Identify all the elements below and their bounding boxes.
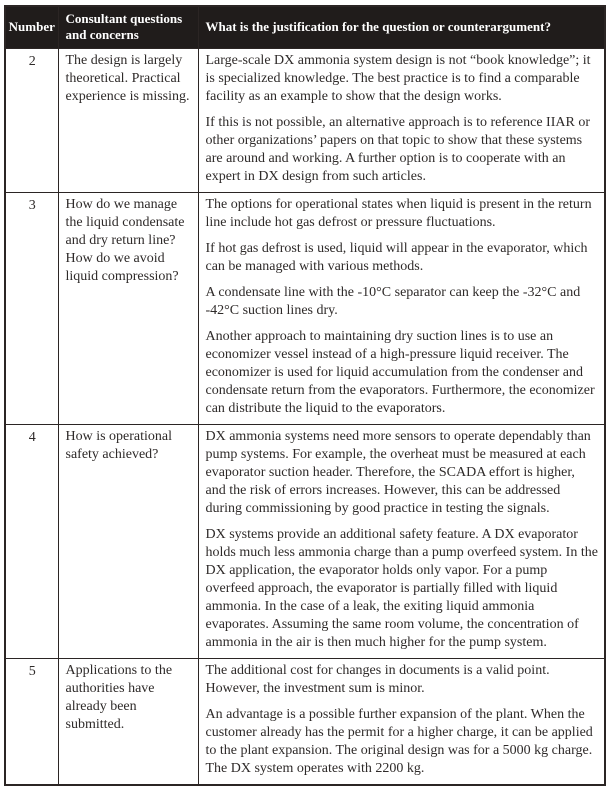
question-cell xyxy=(58,425,198,659)
justification-paragraph: Large-scale DX ammonia system design is not “book knowledge”; it is specialized knowledge. The best practice is to find a comparable facility as an example to show that the design works. xyxy=(205,53,591,104)
justification-paragraph: The options for operational states when liquid is present in the return line include hot gas defrost or pressure fluctuations. xyxy=(205,197,592,230)
justification-cell xyxy=(198,659,605,786)
table-row xyxy=(5,659,605,786)
question-cell xyxy=(58,659,198,786)
question-text: How do we manage the liquid condensate and dry return line? How do we avoid liquid compression? xyxy=(65,197,185,284)
question-text: How is operational safety achieved? xyxy=(65,429,173,462)
justification-paragraph: If this is not possible, an alternative approach is to reference IIAR or other organizations’ papers on that topic to show that these systems are around and working. A further option is to cooperate with an expert in DX design from such articles. xyxy=(205,115,590,184)
justification-cell xyxy=(198,425,605,659)
justification-paragraph: DX systems provide an additional safety feature. A DX evaporator holds much less ammonia charge than a pump overfeed system. In the DX application, the evaporator holds only vapor. For a pump overfeed approach, the evaporator is partially filled with liquid ammonia. In the case of a leak, the exiting liquid ammonia evaporates. Assuming the same room volume, the concentration of ammonia in the air is then much higher for the pump system. xyxy=(205,527,598,650)
table-header xyxy=(5,6,605,49)
question-text: Applications to the authorities have already been submitted. xyxy=(65,663,173,732)
justification-cell xyxy=(198,49,605,193)
header-number: Number xyxy=(5,6,58,49)
justification-paragraph: The additional cost for changes in documents is a valid point. However, the investment sum is minor. xyxy=(205,663,550,696)
header-row xyxy=(5,6,605,49)
question-cell xyxy=(58,193,198,425)
justification-paragraph: An advantage is a possible further expansion of the plant. When the customer already has the permit for a higher charge, it can be applied to the plant expansion. The original design was for a 5000 kg charge. The DX system operates with 2200 kg. xyxy=(205,707,593,776)
table-row xyxy=(5,49,605,193)
table-row xyxy=(5,193,605,425)
number-cell: 2 xyxy=(5,49,58,193)
header-justification: What is the justification for the question or counterargument? xyxy=(198,6,605,49)
number-cell: 4 xyxy=(5,425,58,659)
header-questions: Consultant questions and concerns xyxy=(58,6,198,49)
justification-paragraph: If hot gas defrost is used, liquid will appear in the evaporator, which can be managed with various methods. xyxy=(205,241,588,274)
justification-cell xyxy=(198,193,605,425)
number-cell: 3 xyxy=(5,193,58,425)
justification-paragraph: Another approach to maintaining dry suction lines is to use an economizer vessel instead of a high-pressure liquid receiver. The economizer is used for liquid accumulation from the condenser and condensate return from the evaporators. Furthermore, the economizer can distribute the liquid to the evaporators. xyxy=(205,329,595,416)
table-body xyxy=(5,49,605,786)
consultant-qa-table xyxy=(4,5,606,786)
justification-paragraph: DX ammonia systems need more sensors to operate dependably than pump systems. For example, the overheat must be measured at each evaporator suction header. Therefore, the SCADA effort is higher, and the risk of errors increases. However, this can be addressed during commissioning by good practice in testing the signals. xyxy=(205,429,591,516)
table-row xyxy=(5,425,605,659)
question-cell xyxy=(58,49,198,193)
number-cell: 5 xyxy=(5,659,58,786)
question-text: The design is largely theoretical. Practical experience is missing. xyxy=(65,53,190,104)
justification-paragraph: A condensate line with the -10°C separator can keep the -32°C and -42°C suction lines dry. xyxy=(205,285,581,318)
